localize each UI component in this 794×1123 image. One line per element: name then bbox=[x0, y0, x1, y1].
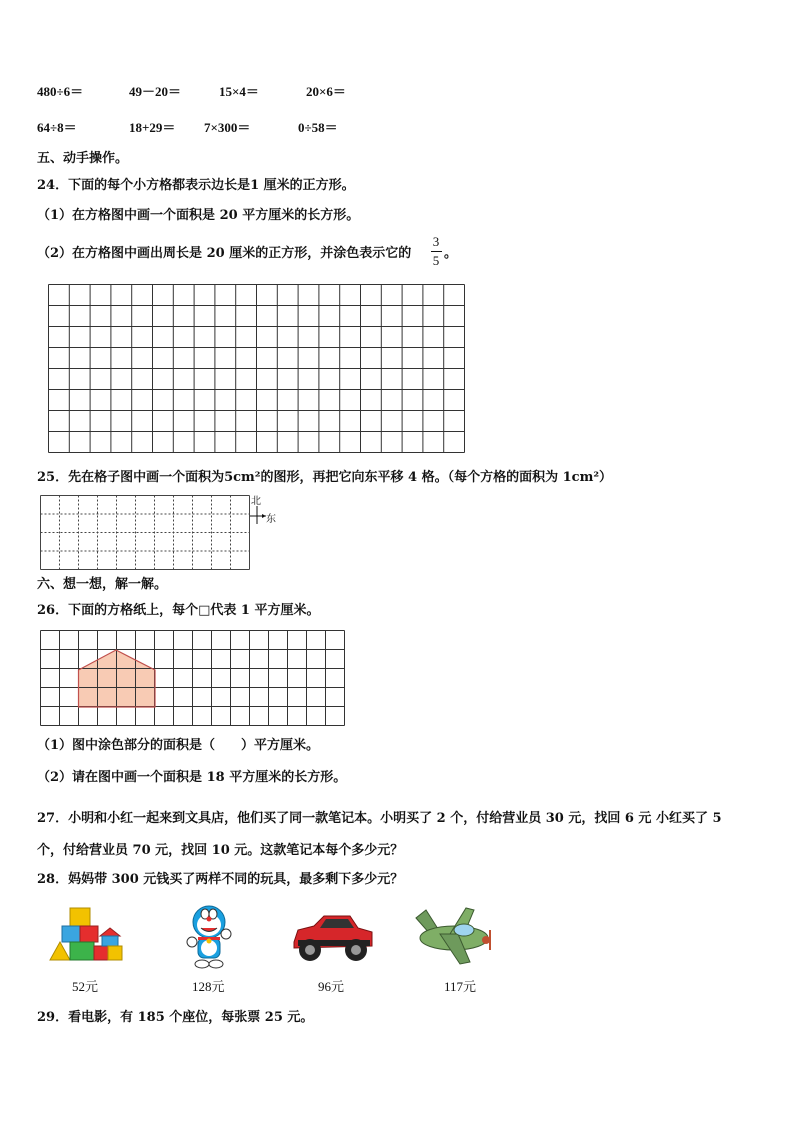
fraction-denominator: 5 bbox=[432, 253, 440, 268]
section-6-heading: 六、想一想，解一解。 bbox=[37, 577, 168, 592]
fraction-bar bbox=[431, 251, 442, 252]
arith-8: 0÷58＝ bbox=[298, 120, 338, 135]
arith-2: 49－20＝ bbox=[129, 84, 182, 99]
q24-grid[interactable] bbox=[48, 284, 468, 456]
arith-4: 20×6＝ bbox=[306, 84, 346, 99]
q26-part2: （2）请在图中画一个面积是 18 平方厘米的长方形。 bbox=[37, 770, 347, 785]
section-5-heading: 五、动手操作。 bbox=[37, 151, 129, 166]
q25-grid[interactable] bbox=[40, 495, 252, 571]
q24-part1: （1）在方格图中画一个面积是 20 平方厘米的长方形。 bbox=[37, 208, 360, 223]
compass-east-label: 东 bbox=[266, 514, 276, 525]
blocks-icon bbox=[48, 904, 126, 964]
fraction-numerator: 3 bbox=[432, 234, 440, 249]
arith-7: 7×300＝ bbox=[204, 120, 251, 135]
compass-north-label: 北 bbox=[251, 496, 261, 507]
q27-line2: 个，付给营业员 70 元，找回 10 元。这款笔记本每个多少元？ bbox=[37, 843, 404, 858]
q26-grid[interactable] bbox=[40, 630, 348, 728]
q26-part1: （1）图中涂色部分的面积是（ ）平方厘米。 bbox=[37, 738, 320, 753]
arith-6: 18+29＝ bbox=[129, 120, 176, 135]
price-doraemon: 128元 bbox=[192, 979, 225, 994]
arith-3: 15×4＝ bbox=[219, 84, 259, 99]
arith-1: 480÷6＝ bbox=[37, 84, 84, 99]
arith-5: 64÷8＝ bbox=[37, 120, 77, 135]
price-plane: 117元 bbox=[444, 979, 477, 994]
q27-line1: 27．小明和小红一起来到文具店，他们买了同一款笔记本。小明买了 2 个，付给营业员 30 元，找回 6 元 小红买了 5 bbox=[37, 811, 722, 826]
q24-stem: 24．下面的每个小方格都表示边长是1 厘米的正方形。 bbox=[37, 178, 355, 193]
q25-stem: 25．先在格子图中画一个面积为5cm²的图形，再把它向东平移 4 格。（每个方格的面积为 1cm²） bbox=[37, 470, 613, 485]
doraemon-icon bbox=[184, 904, 234, 970]
q24-period: 。 bbox=[444, 246, 458, 261]
price-car: 96元 bbox=[318, 979, 345, 994]
q29-stem: 29．看电影，有 185 个座位，每张票 25 元。 bbox=[37, 1010, 314, 1025]
price-blocks: 52元 bbox=[72, 979, 99, 994]
q26-stem: 26．下面的方格纸上，每个□代表 1 平方厘米。 bbox=[37, 603, 320, 618]
toy-car-icon bbox=[288, 908, 376, 964]
q28-stem: 28．妈妈带 300 元钱买了两样不同的玩具，最多剩下多少元？ bbox=[37, 872, 404, 887]
toy-plane-icon bbox=[410, 904, 494, 966]
q24-part2: （2）在方格图中画出周长是 20 厘米的正方形，并涂色表示它的 bbox=[37, 246, 412, 261]
